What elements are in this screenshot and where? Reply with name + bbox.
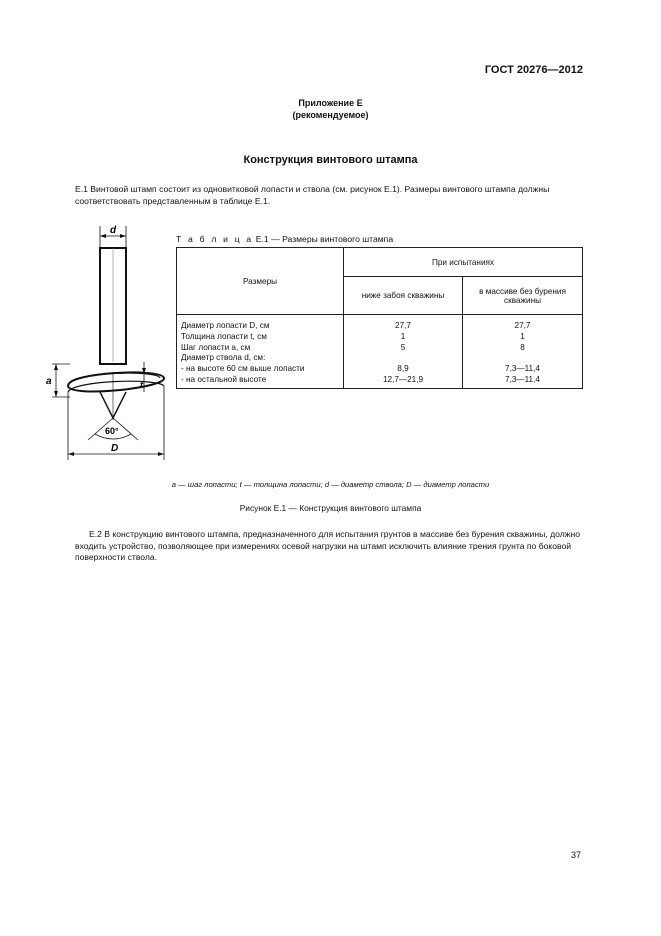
table-caption-text: Е.1 — Размеры винтового штампа xyxy=(255,234,394,244)
row-value: 8,9 xyxy=(397,364,409,374)
table-caption xyxy=(176,234,393,244)
section-title: Конструкция винтового штампа xyxy=(243,154,418,166)
row-value: 7,3—11,4 xyxy=(505,364,540,374)
row-value: 1 xyxy=(520,331,525,341)
row-value: 5 xyxy=(400,342,406,352)
table-col1-cell xyxy=(344,315,463,389)
row-label: Диаметр ствола d, см: xyxy=(181,353,266,363)
table-col2-cell xyxy=(463,315,583,389)
header-below-borehole: ниже забоя скважины xyxy=(344,277,463,315)
appendix-title: Приложение Е xyxy=(298,98,363,108)
row-label: Толщина лопасти t, см xyxy=(181,331,267,341)
dimensions-table xyxy=(176,247,583,389)
figure-caption: Рисунок Е.1 — Конструкция винтового штампа xyxy=(239,503,422,513)
row-value: 8 xyxy=(520,342,525,352)
label-D: D xyxy=(111,443,119,454)
header-without-drilling: в массиве без бурения скважины xyxy=(463,277,583,315)
figure-legend: a — шаг лопасти; t — толщина лопасти; d — диаметр ствола; D — диаметр лопасти xyxy=(171,480,490,489)
standard-number: ГОСТ 20276—2012 xyxy=(484,64,583,76)
paragraph-e2: Е.2 В конструкцию винтового штампа, предназначенного для испытания грунтов в массиве без бурения скважины, должно входить устройство, позволяющее при измерениях осевой нагрузки на штамп исключить влияние трения грунта по боковой поверхности ствола. xyxy=(75,529,580,563)
row-label: - на остальной высоте xyxy=(181,374,267,384)
row-label: Шаг лопасти a, см xyxy=(181,342,251,352)
label-t: t xyxy=(140,380,143,390)
row-value xyxy=(467,353,578,364)
label-d: d xyxy=(110,225,117,236)
row-value: 27,7 xyxy=(514,321,531,330)
row-label: Диаметр лопасти D, см xyxy=(181,321,270,330)
paragraph-e1: Е.1 Винтовой штамп состоит из одновитковой лопасти и ствола (см. рисунок Е.1). Размеры винтового штампа должны соответствовать представленным в таблице Е.1. xyxy=(75,184,550,206)
table-labels-cell xyxy=(177,315,344,389)
table-caption-prefix: Т а б л и ц а xyxy=(176,234,254,244)
page-number: 37 xyxy=(570,850,581,860)
header-sizes: Размеры xyxy=(177,248,344,315)
row-value: 12,7—21,9 xyxy=(382,374,424,384)
row-label: - на высоте 60 см выше лопасти xyxy=(181,364,305,374)
label-angle: 60° xyxy=(105,426,119,436)
row-value: 27,7 xyxy=(395,321,411,330)
appendix-status: (рекомендуемое) xyxy=(292,110,369,120)
row-value: 7,3—11,4 xyxy=(505,374,540,384)
header-group: При испытаниях xyxy=(344,248,583,277)
row-value: 1 xyxy=(400,331,406,341)
row-value xyxy=(348,353,458,364)
label-a: a xyxy=(46,376,52,387)
screw-plate-drawing xyxy=(40,222,180,464)
